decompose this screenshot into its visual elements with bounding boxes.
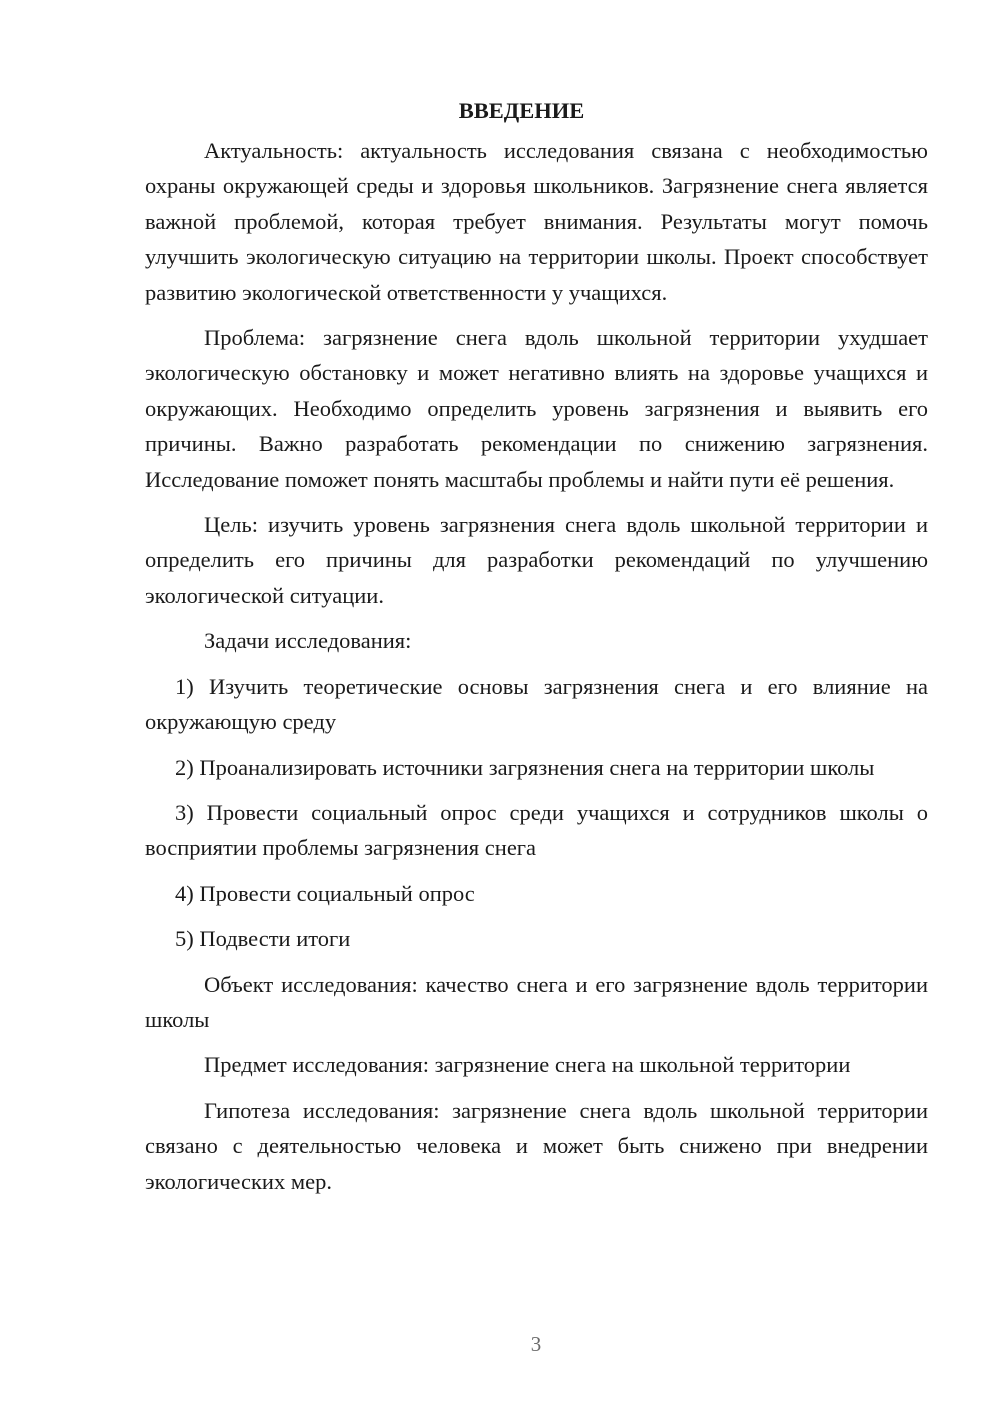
task-item-1: 1) Изучить теоретические основы загрязнения снега и его влияние на окружающую среду — [145, 673, 928, 735]
task-item-5: 5) Подвести итоги — [175, 926, 351, 952]
hypothesis-paragraph: Гипотеза исследования: загрязнение снега вдоль школьной территории связано с деятельностью человека и может быть снижено при внедрении экологических мер. — [145, 1097, 928, 1194]
task-item-4: 4) Провести социальный опрос — [175, 880, 475, 906]
problem-paragraph: Проблема: загрязнение снега вдоль школьной территории ухудшает экологическую обстановку и может негативно влиять на здоровье учащихся и окружающих. Необходимо определить уровень загрязнения и выявить его причины. Важно разработать рекомендации по снижению загрязнения. Исследование поможет понять масштабы проблемы и найти пути её решения. — [145, 325, 928, 492]
section-title: ВВЕДЕНИЕ — [458, 98, 585, 123]
goal-paragraph: Цель: изучить уровень загрязнения снега вдоль школьной территории и определить его причины для разработки рекомендаций по улучшению экологической ситуации. — [145, 512, 928, 608]
relevance-paragraph: Актуальность: актуальность исследования связана с необходимостью охраны окружающей среды и здоровья школьников. Загрязнение снега является важной проблемой, которая требует внимания. Результаты могут помочь улучшить экологическую ситуацию на территории школы. Проект способствует развитию экологической ответственности у учащихся. — [145, 138, 928, 305]
task-item-3: 3) Провести социальный опрос среди учащихся и сотрудников школы о восприятии проблемы загрязнения снега — [145, 799, 928, 861]
subject-paragraph: Предмет исследования: загрязнение снега на школьной территории — [204, 1052, 851, 1078]
page-number: 3 — [530, 1332, 542, 1356]
object-paragraph: Объект исследования: качество снега и его загрязнение вдоль территории школы — [145, 971, 928, 1032]
tasks-heading: Задачи исследования: — [204, 628, 412, 654]
task-item-2: 2) Проанализировать источники загрязнения снега на территории школы — [175, 754, 875, 780]
page-body — [145, 93, 928, 1209]
